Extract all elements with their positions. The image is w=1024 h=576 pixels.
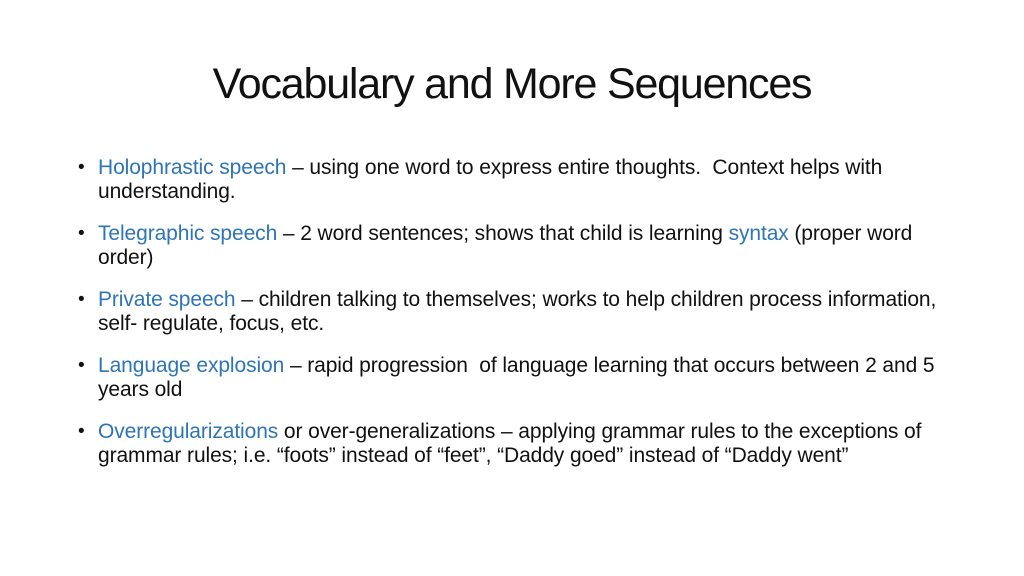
definition-overregularizations: or over-generalizations – applying grammar rules to the exceptions of grammar rules; i.e. “foots” instead of “feet”, “Daddy goed” instead of “Daddy went” <box>98 420 928 467</box>
bullet-item-telegraphic-speech <box>78 222 958 270</box>
term-syntax: syntax <box>728 222 789 245</box>
definition-language-explosion: – rapid progression of language learning that occurs between 2 and 5 years old <box>98 354 941 401</box>
bullet-list <box>78 156 958 486</box>
bullet-icon: • <box>78 355 85 376</box>
bullet-icon: • <box>78 421 85 442</box>
definition-private-speech: – children talking to themselves; works to help children process information, self- regulate, focus, etc. <box>98 288 942 335</box>
definition-telegraphic-speech: – 2 word sentences; shows that child is learning <box>277 222 729 245</box>
bullet-item-private-speech <box>78 288 958 336</box>
term-overregularizations: Overregularizations <box>98 420 279 443</box>
bullet-icon: • <box>78 223 85 244</box>
bullet-icon: • <box>78 289 85 310</box>
term-telegraphic-speech: Telegraphic speech <box>98 222 278 245</box>
bullet-item-language-explosion <box>78 354 958 402</box>
term-holophrastic-speech: Holophrastic speech <box>98 156 287 179</box>
definition-holophrastic-speech: – using one word to express entire thoughts. Context helps with understanding. <box>98 156 888 203</box>
bullet-item-overregularizations <box>78 420 958 468</box>
term-language-explosion: Language explosion <box>98 354 285 377</box>
bullet-icon: • <box>78 157 85 178</box>
slide-title: Vocabulary and More Sequences <box>212 60 812 108</box>
definition-syntax: (proper word order) <box>98 222 919 269</box>
term-private-speech: Private speech <box>98 288 236 311</box>
bullet-item-holophrastic-speech <box>78 156 958 204</box>
